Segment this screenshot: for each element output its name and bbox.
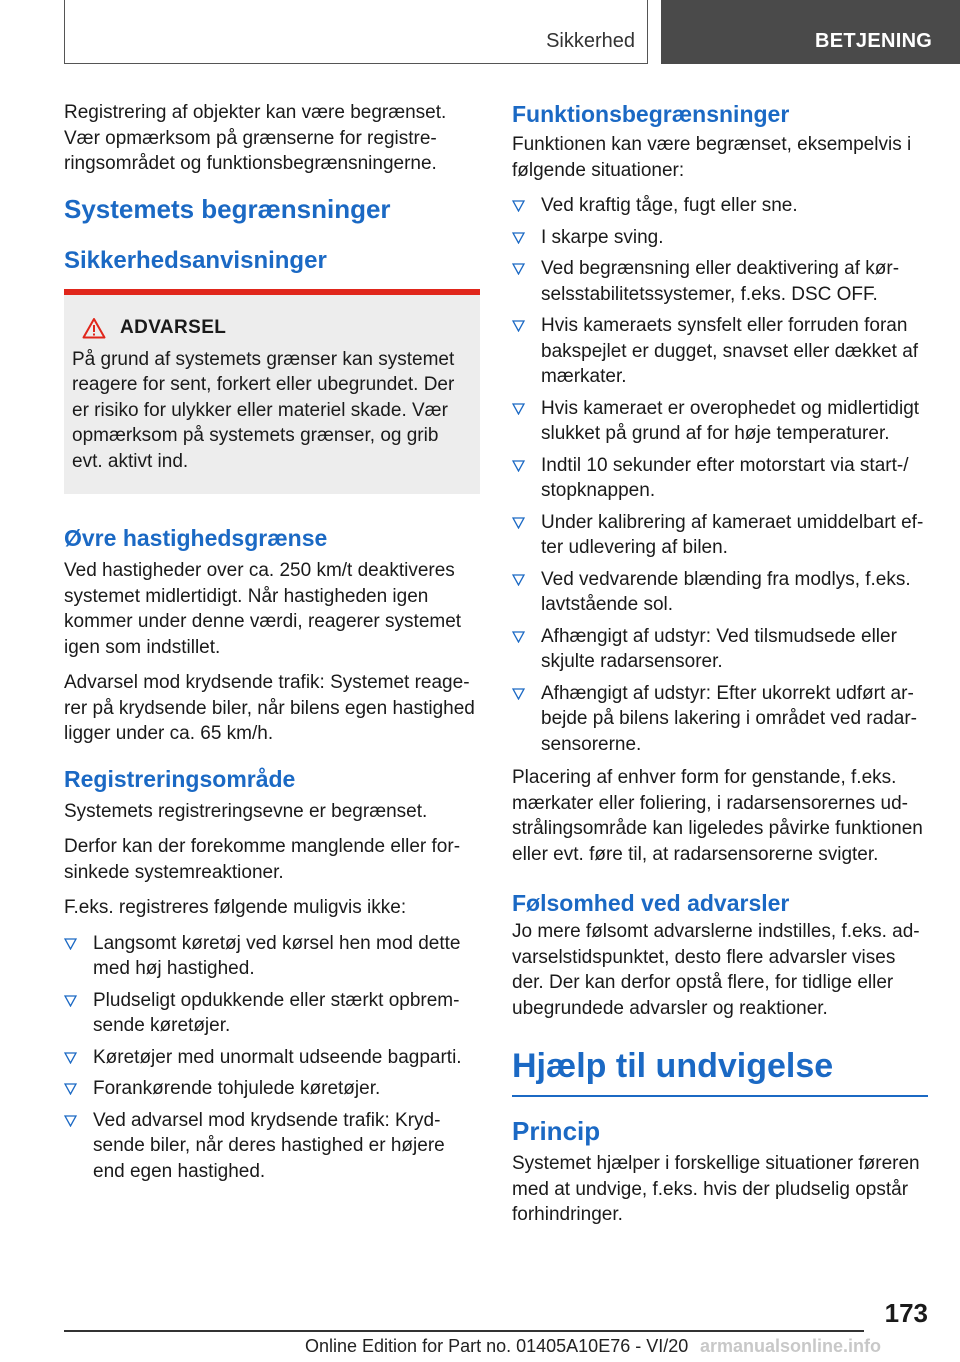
- list-item: Pludseligt opdukkende eller stærkt opbremsende køretøjer.: [64, 988, 480, 1039]
- warning-header: [72, 317, 472, 339]
- triangle-bullet-icon: [64, 1114, 77, 1127]
- triangle-bullet-icon: [512, 516, 525, 529]
- list-item: Ved vedvarende blænding fra modlys, f.eks. lavtstående sol.: [512, 567, 928, 618]
- list-item: Afhængigt af udstyr: Ved tilsmudsede eller skjulte radarsensorer.: [512, 624, 928, 675]
- triangle-bullet-icon: [512, 630, 525, 643]
- list-item: Indtil 10 sekunder efter motorstart via start-/ stopknappen.: [512, 453, 928, 504]
- function-limits-list: [512, 193, 928, 757]
- heading-evasion-aid-block: [512, 1045, 928, 1097]
- warning-text: På grund af systemets grænser kan systemet reagere for sent, forkert eller ubegrundet. Der er risiko for ulykker eller materiel skade. Vær opmærksom på systemets grænser, og grib evt. aktivt ind.: [72, 348, 455, 472]
- heading-principle: Princip: [512, 1116, 601, 1146]
- sensitivity-paragraph: Jo mere følsomt advarslerne indstilles, f.eks. advarselstidspunktet, desto flere advarsler vises der. Der kan derfor opstå flere, for tidlige eller ubegrundede advarsler og reaktioner.: [512, 921, 920, 1019]
- right-column: [512, 100, 928, 1238]
- heading-safety-notes: Sikkerhedsanvisninger: [64, 246, 327, 274]
- triangle-bullet-icon: [64, 937, 77, 950]
- triangle-bullet-icon: [64, 1082, 77, 1095]
- triangle-bullet-icon: [512, 231, 525, 244]
- triangle-bullet-icon: [512, 402, 525, 415]
- heading-warning-sensitivity: Følsomhed ved advarsler: [512, 890, 790, 916]
- warning-box: [64, 289, 480, 495]
- principle-paragraph: Systemet hjælper i forskellige situationer føreren med at undvige, f.eks. hvis der pludselig opstår forhindringer.: [512, 1153, 920, 1225]
- warning-triangle-icon: [82, 317, 106, 339]
- triangle-bullet-icon: [512, 199, 525, 212]
- triangle-bullet-icon: [64, 1051, 77, 1064]
- list-item: Hvis kameraets synsfelt eller forruden foran bakspejlet er dugget, snavset eller dækket af mærkater.: [512, 313, 928, 390]
- triangle-bullet-icon: [512, 459, 525, 472]
- warning-label: ADVARSEL: [120, 316, 227, 338]
- heading-upper-speed-limit: Øvre hastighedsgrænse: [64, 525, 328, 551]
- footer-edition: Online Edition for Part no. 01405A10E76 - VI/20: [305, 1336, 689, 1356]
- function-intro: Funktionen kan være begrænset, eksempelvis i følgende situationer:: [512, 134, 912, 181]
- list-item: Ved advarsel mod krydsende trafik: Krydsende biler, når deres hastighed er højere end egen hastighed.: [64, 1108, 480, 1185]
- area-paragraph-1: Systemets registreringsevne er begrænset.: [64, 800, 428, 822]
- triangle-bullet-icon: [512, 262, 525, 275]
- list-item: Langsomt køretøj ved kørsel hen mod dette med høj hastighed.: [64, 931, 480, 982]
- list-item: Køretøjer med unormalt udseende bagparti.: [64, 1045, 480, 1071]
- footer-watermark: armanualsonline.info: [700, 1336, 882, 1356]
- heading-function-limits: Funktionsbegrænsninger: [512, 101, 790, 127]
- intro-paragraph: Registrering af objekter kan være begrænset. Vær opmærksom på grænserne for registreringsområdet og funktionsbegrænsningerne.: [64, 102, 447, 174]
- header-chapter-tab: [661, 0, 960, 64]
- list-item: I skarpe sving.: [512, 225, 928, 251]
- list-item: Ved kraftig tåge, fugt eller sne.: [512, 193, 928, 219]
- triangle-bullet-icon: [64, 994, 77, 1007]
- speed-paragraph-2: Advarsel mod krydsende trafik: Systemet reagerer på krydsende biler, når bilens egen hastighed ligger under ca. 65 km/h.: [64, 672, 475, 744]
- page-number: 173: [884, 1298, 928, 1328]
- list-item: Afhængigt af udstyr: Efter ukorrekt udført arbejde på bilens lakering i området ved radarsensorerne.: [512, 681, 928, 758]
- speed-paragraph-1: Ved hastigheder over ca. 250 km/t deaktiveres systemet midlertidigt. Når hastigheden igen kommer under denne værdi, reagerer systemet igen som indstillet.: [64, 560, 462, 658]
- header-section-box: [64, 0, 648, 64]
- list-item: Forankørende tohjulede køretøjer.: [64, 1076, 480, 1102]
- heading-detection-area: Registreringsområde: [64, 765, 296, 792]
- header-section-title: Sikkerhed: [546, 30, 635, 52]
- triangle-bullet-icon: [512, 687, 525, 700]
- heading-evasion-aid: Hjælp til undvigelse: [512, 1047, 834, 1085]
- heading-system-limits: Systemets begrænsninger: [64, 193, 391, 224]
- undetected-objects-list: [64, 931, 480, 1185]
- list-item: Ved begrænsning eller deaktivering af kørselsstabilitetssystemer, f.eks. DSC OFF.: [512, 256, 928, 307]
- placement-paragraph: Placering af enhver form for genstande, f.eks. mærkater eller foliering, i radarsensorernes udstrålingsområde kan ligeledes påvirke funktionen eller evt. føre til, at radarsensorerne svigter.: [512, 767, 923, 865]
- left-column: [64, 100, 480, 1192]
- area-paragraph-3: F.eks. registreres følgende muligvis ikke:: [64, 897, 407, 918]
- triangle-bullet-icon: [512, 319, 525, 332]
- list-item: Hvis kameraet er overophedet og midlertidigt slukket på grund af for høje temperaturer.: [512, 396, 928, 447]
- area-paragraph-2: Derfor kan der forekomme manglende eller forsinkede systemreaktioner.: [64, 836, 461, 883]
- triangle-bullet-icon: [512, 573, 525, 586]
- footer-divider: [64, 1330, 864, 1332]
- list-item: Under kalibrering af kameraet umiddelbart efter udlevering af bilen.: [512, 510, 928, 561]
- header-chapter-title: BETJENING: [815, 30, 933, 52]
